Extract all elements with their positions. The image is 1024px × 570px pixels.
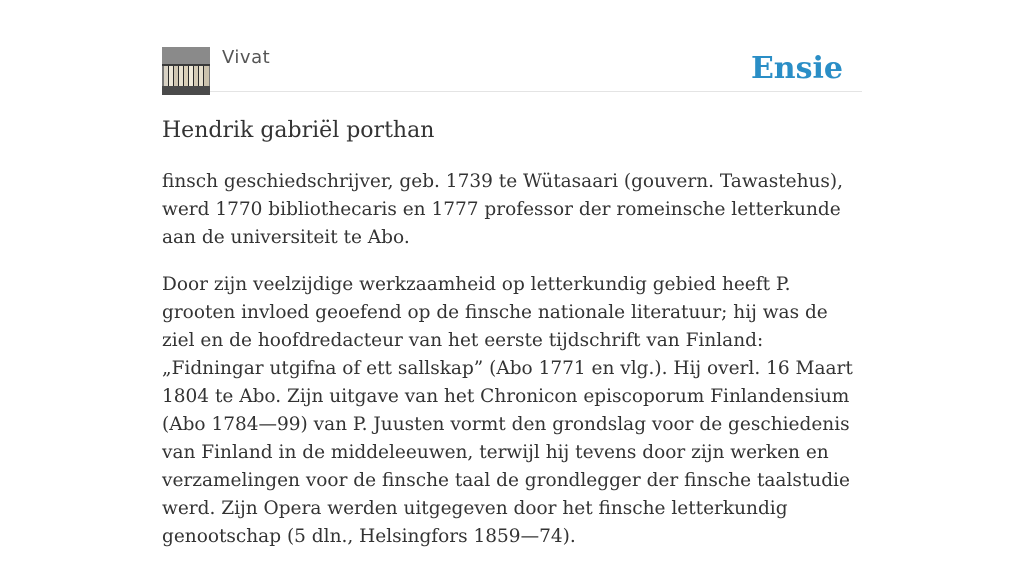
book-spines-icon — [162, 47, 210, 95]
header — [162, 46, 862, 92]
article-body — [162, 168, 862, 570]
source-name[interactable]: Vivat — [222, 47, 271, 68]
page-title: Hendrik gabriël porthan — [162, 118, 435, 143]
paragraph: finsch geschiedschrijver, geb. 1739 te Wütasaari (gouvern. Tawastehus), werd 1770 bibliothecaris en 1777 professor der romeinsche letterkunde aan de universiteit te Abo. — [162, 171, 843, 248]
brand-logo[interactable]: Ensie — [750, 51, 843, 86]
source-avatar[interactable] — [162, 47, 210, 95]
paragraph: Door zijn veelzijdige werkzaamheid op letterkundig gebied heeft P. grooten invloed geoefend op de finsche nationale literatuur; hij was de ziel en de hoofdredacteur van het eerste tijdschrift van Finland: „Fidningar utgifna of ett sallskap” (Abo 1771 en vlg.). Hij overl. 16 Maart 1804 te Abo. Zijn uitgave van het Chronicon episcoporum Finlandensium (Abo 1784—99) van P. Juusten vormt den grondslag voor de geschiedenis van Finland in de middeleeuwen, terwijl hij tevens door zijn werken en verzamelingen voor de finsche taal de grondlegger der finsche taalstudie werd. Zijn Opera werden uitgegeven door het finsche letterkundig genootschap (5 dln., Helsingfors 1859—74). — [162, 274, 853, 547]
